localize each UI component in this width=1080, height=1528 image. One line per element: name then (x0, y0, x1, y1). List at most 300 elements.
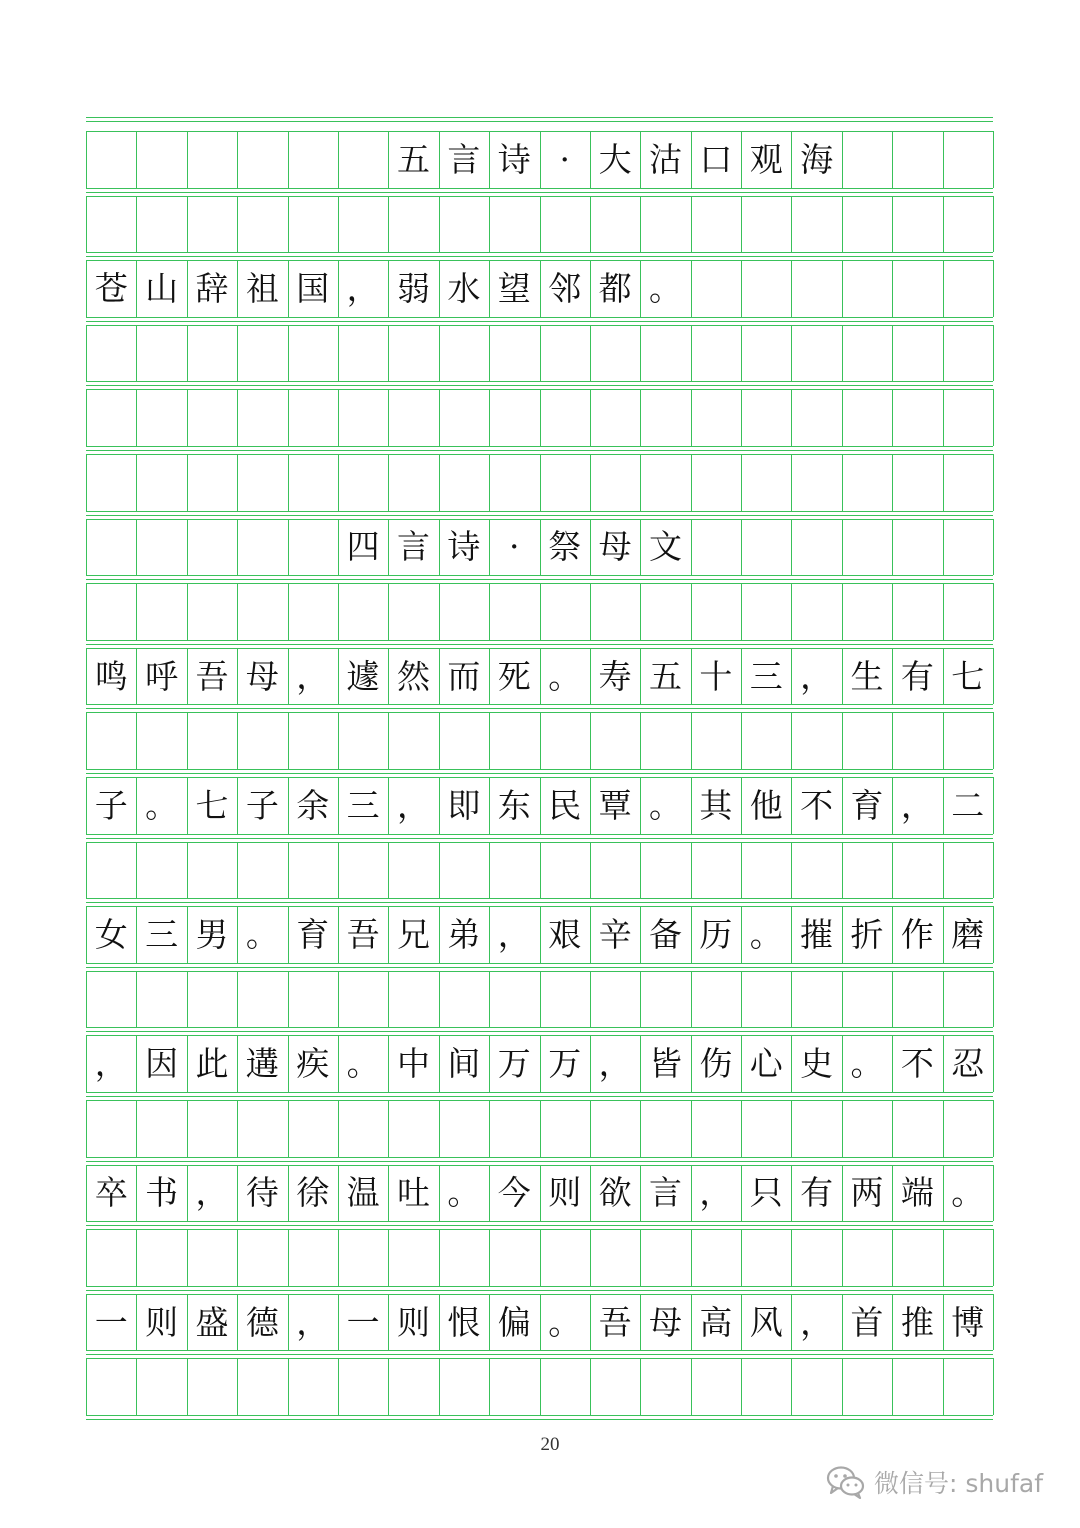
grid-character: 摧 (800, 914, 834, 954)
grid-rule (187, 842, 188, 899)
grid-rule (86, 1161, 993, 1162)
grid-character: 吾 (195, 656, 229, 696)
grid-rule (943, 131, 944, 188)
grid-rule (136, 1100, 137, 1157)
grid-character: 四 (346, 527, 380, 567)
grid-rule (842, 1229, 843, 1286)
grid-rule (489, 971, 490, 1028)
grid-rule (842, 454, 843, 511)
grid-rule (993, 519, 994, 576)
grid-rule (439, 1100, 440, 1157)
grid-character: 十 (699, 656, 733, 696)
grid-rule (388, 842, 389, 899)
grid-rule (86, 519, 87, 576)
grid-rule (489, 454, 490, 511)
grid-rule (187, 325, 188, 382)
grid-rule (741, 389, 742, 446)
grid-rule (86, 963, 993, 964)
grid-character: 苍 (94, 268, 128, 308)
grid-rule (187, 583, 188, 640)
grid-rule (993, 389, 994, 446)
grid-rule (338, 1100, 339, 1157)
grid-rule (993, 325, 994, 382)
grid-rule (388, 971, 389, 1028)
grid-rule (338, 1358, 339, 1415)
grid-rule (187, 971, 188, 1028)
grid-rule (842, 389, 843, 446)
grid-character: 观 (749, 139, 783, 179)
grid-character: 。 (245, 914, 279, 954)
grid-rule (842, 1100, 843, 1157)
grid-rule (892, 712, 893, 769)
grid-rule (791, 971, 792, 1028)
grid-rule (741, 196, 742, 253)
grid-rule (136, 1358, 137, 1415)
grid-rule (590, 1358, 591, 1415)
grid-character: 而 (447, 656, 481, 696)
grid-character: 。 (145, 785, 179, 825)
grid-rule (187, 1358, 188, 1415)
grid-rule (86, 1286, 993, 1287)
grid-rule (237, 1229, 238, 1286)
grid-rule (288, 1100, 289, 1157)
grid-character: 辞 (195, 268, 229, 308)
grid-rule (892, 1229, 893, 1286)
grid-character: 文 (648, 527, 682, 567)
grid-character: 折 (850, 914, 884, 954)
grid-rule (288, 454, 289, 511)
grid-rule (691, 1100, 692, 1157)
grid-rule (288, 1358, 289, 1415)
grid-rule (791, 196, 792, 253)
grid-rule (338, 842, 339, 899)
grid-rule (338, 131, 339, 188)
grid-rule (86, 640, 993, 641)
grid-character: ， (800, 1302, 834, 1342)
grid-character: 。 (648, 268, 682, 308)
grid-character: 书 (145, 1173, 179, 1213)
grid-rule (338, 389, 339, 446)
grid-rule (338, 454, 339, 511)
grid-rule (640, 1358, 641, 1415)
grid-character: 有 (900, 656, 934, 696)
grid-character: 国 (296, 268, 330, 308)
grid-rule (842, 131, 843, 188)
grid-rule (288, 842, 289, 899)
grid-character: 育 (850, 785, 884, 825)
grid-rule (86, 1419, 993, 1420)
grid-rule (86, 575, 993, 576)
grid-character: 母 (598, 527, 632, 567)
grid-character: 死 (497, 656, 531, 696)
grid-character: 遘 (245, 1044, 279, 1084)
grid-rule (943, 196, 944, 253)
grid-rule (993, 648, 994, 705)
grid-character: 偏 (497, 1302, 531, 1342)
grid-rule (791, 389, 792, 446)
grid-rule (439, 1229, 440, 1286)
grid-character: 一 (94, 1302, 128, 1342)
grid-rule (86, 704, 993, 705)
grid-rule (943, 1358, 944, 1415)
grid-character: 呼 (145, 656, 179, 696)
grid-rule (691, 454, 692, 511)
grid-rule (842, 712, 843, 769)
grid-rule (489, 1358, 490, 1415)
grid-rule (388, 1100, 389, 1157)
grid-rule (489, 842, 490, 899)
grid-rule (691, 583, 692, 640)
grid-rule (288, 971, 289, 1028)
grid-rule (86, 1031, 993, 1032)
grid-rule (86, 583, 87, 640)
grid-rule (892, 842, 893, 899)
grid-character: 望 (497, 268, 531, 308)
grid-rule (86, 317, 993, 318)
grid-rule (590, 454, 591, 511)
grid-rule (86, 381, 993, 382)
grid-rule (439, 454, 440, 511)
grid-rule (540, 1100, 541, 1157)
grid-character: 推 (900, 1302, 934, 1342)
grid-rule (136, 583, 137, 640)
grid-rule (993, 454, 994, 511)
grid-rule (691, 1229, 692, 1286)
grid-rule (187, 131, 188, 188)
grid-rule (86, 1354, 993, 1355)
grid-character: 吾 (598, 1302, 632, 1342)
grid-character: 三 (346, 785, 380, 825)
grid-rule (892, 971, 893, 1028)
grid-character: 五 (648, 656, 682, 696)
grid-rule (943, 842, 944, 899)
grid-rule (842, 196, 843, 253)
grid-rule (943, 325, 944, 382)
grid-rule (136, 454, 137, 511)
grid-character: 磨 (951, 914, 985, 954)
grid-rule (136, 325, 137, 382)
grid-rule (791, 1358, 792, 1415)
grid-rule (842, 1358, 843, 1415)
grid-rule (741, 583, 742, 640)
grid-rule (338, 583, 339, 640)
grid-rule (590, 196, 591, 253)
grid-rule (590, 325, 591, 382)
grid-rule (86, 117, 993, 118)
grid-rule (791, 325, 792, 382)
grid-rule (288, 712, 289, 769)
grid-rule (993, 906, 994, 963)
grid-rule (237, 131, 238, 188)
grid-rule (439, 583, 440, 640)
grid-rule (237, 519, 238, 576)
grid-rule (489, 389, 490, 446)
grid-rule (640, 1100, 641, 1157)
grid-rule (540, 454, 541, 511)
grid-rule (892, 325, 893, 382)
grid-character: 盛 (195, 1302, 229, 1342)
grid-rule (86, 1225, 993, 1226)
grid-rule (86, 1092, 993, 1093)
grid-rule (489, 583, 490, 640)
grid-rule (640, 196, 641, 253)
grid-rule (691, 712, 692, 769)
grid-rule (86, 1350, 993, 1351)
grid-rule (691, 260, 692, 317)
grid-character: 大 (598, 139, 632, 179)
grid-rule (791, 519, 792, 576)
grid-character: 邻 (548, 268, 582, 308)
grid-rule (791, 712, 792, 769)
grid-rule (993, 1358, 994, 1415)
grid-character: 今 (497, 1173, 531, 1213)
grid-character: 万 (497, 1044, 531, 1084)
grid-character: 海 (800, 139, 834, 179)
grid-rule (741, 712, 742, 769)
grid-character: 万 (548, 1044, 582, 1084)
grid-rule (86, 252, 993, 253)
grid-character: 只 (749, 1173, 783, 1213)
grid-rule (741, 260, 742, 317)
grid-rule (288, 325, 289, 382)
grid-rule (86, 1229, 87, 1286)
grid-character: ， (497, 914, 531, 954)
grid-character: 其 (699, 785, 733, 825)
grid-rule (439, 712, 440, 769)
grid-rule (791, 260, 792, 317)
grid-character: 遽 (346, 656, 380, 696)
grid-rule (540, 971, 541, 1028)
grid-rule (943, 712, 944, 769)
grid-character: ， (397, 785, 431, 825)
grid-character: 言 (397, 527, 431, 567)
grid-character: ， (296, 656, 330, 696)
grid-rule (993, 1165, 994, 1222)
grid-character: 覃 (598, 785, 632, 825)
grid-character: 吐 (397, 1173, 431, 1213)
grid-rule (691, 842, 692, 899)
grid-rule (993, 1100, 994, 1157)
grid-rule (791, 1100, 792, 1157)
grid-rule (741, 971, 742, 1028)
grid-character: 祖 (245, 268, 279, 308)
grid-character: 因 (145, 1044, 179, 1084)
watermark (826, 1462, 1066, 1502)
grid-rule (590, 842, 591, 899)
grid-rule (338, 712, 339, 769)
grid-rule (791, 454, 792, 511)
grid-rule (439, 389, 440, 446)
grid-character: 首 (850, 1302, 884, 1342)
grid-character: 都 (598, 268, 632, 308)
grid-rule (136, 196, 137, 253)
grid-rule (187, 389, 188, 446)
grid-rule (86, 256, 993, 257)
grid-rule (892, 260, 893, 317)
grid-rule (237, 583, 238, 640)
grid-character: 母 (245, 656, 279, 696)
grid-rule (741, 1100, 742, 1157)
grid-rule (691, 389, 692, 446)
grid-character: 水 (447, 268, 481, 308)
grid-rule (86, 515, 993, 516)
grid-rule (892, 1358, 893, 1415)
grid-rule (136, 971, 137, 1028)
grid-rule (86, 511, 993, 512)
grid-rule (993, 1229, 994, 1286)
grid-rule (590, 712, 591, 769)
grid-character: 他 (749, 785, 783, 825)
grid-rule (741, 325, 742, 382)
grid-character: 艰 (548, 914, 582, 954)
grid-rule (288, 1229, 289, 1286)
grid-rule (136, 389, 137, 446)
grid-rule (489, 325, 490, 382)
grid-character: 育 (296, 914, 330, 954)
grid-rule (86, 454, 87, 511)
grid-character: ， (598, 1044, 632, 1084)
grid-rule (388, 1229, 389, 1286)
grid-rule (86, 834, 993, 835)
grid-rule (892, 519, 893, 576)
grid-rule (892, 583, 893, 640)
grid-rule (86, 579, 993, 580)
grid-character: · (559, 139, 570, 179)
grid-rule (136, 519, 137, 576)
grid-character: 。 (346, 1044, 380, 1084)
grid-rule (540, 325, 541, 382)
grid-character: 言 (447, 139, 481, 179)
grid-rule (86, 1221, 993, 1222)
grid-rule (388, 389, 389, 446)
watermark-text: 微信号: shufaf (874, 1469, 1044, 1498)
grid-character: 诗 (497, 139, 531, 179)
grid-rule (86, 1100, 87, 1157)
grid-character: 不 (800, 785, 834, 825)
grid-character: 。 (447, 1173, 481, 1213)
grid-rule (187, 454, 188, 511)
grid-rule (338, 196, 339, 253)
grid-rule (288, 131, 289, 188)
grid-character: 辛 (598, 914, 632, 954)
wechat-icon (826, 1465, 866, 1499)
grid-rule (439, 971, 440, 1028)
grid-rule (86, 842, 87, 899)
grid-rule (892, 389, 893, 446)
grid-rule (439, 325, 440, 382)
grid-rule (691, 325, 692, 382)
grid-rule (136, 1229, 137, 1286)
grid-rule (237, 712, 238, 769)
grid-character: ， (195, 1173, 229, 1213)
grid-character: 高 (699, 1302, 733, 1342)
grid-rule (993, 583, 994, 640)
grid-rule (540, 389, 541, 446)
grid-rule (86, 450, 993, 451)
grid-character: 有 (800, 1173, 834, 1213)
grid-character: 不 (900, 1044, 934, 1084)
grid-rule (943, 519, 944, 576)
grid-character: 寿 (598, 656, 632, 696)
grid-rule (993, 1035, 994, 1092)
grid-rule (741, 454, 742, 511)
grid-rule (640, 971, 641, 1028)
grid-rule (892, 454, 893, 511)
grid-rule (237, 971, 238, 1028)
grid-rule (237, 842, 238, 899)
grid-rule (288, 519, 289, 576)
grid-rule (86, 192, 993, 193)
grid-rule (540, 1229, 541, 1286)
grid-rule (590, 1100, 591, 1157)
grid-rule (86, 967, 993, 968)
grid-character: 。 (648, 785, 682, 825)
grid-rule (237, 1358, 238, 1415)
grid-rule (237, 196, 238, 253)
grid-character: 欲 (598, 1173, 632, 1213)
grid-rule (691, 519, 692, 576)
grid-character: 山 (145, 268, 179, 308)
grid-character: 。 (548, 656, 582, 696)
grid-rule (237, 454, 238, 511)
grid-rule (388, 1358, 389, 1415)
grid-character: 东 (497, 785, 531, 825)
grid-rule (791, 1229, 792, 1286)
grid-character: 民 (548, 785, 582, 825)
grid-rule (187, 1229, 188, 1286)
grid-rule (943, 1229, 944, 1286)
grid-rule (943, 971, 944, 1028)
grid-character: 待 (245, 1173, 279, 1213)
grid-character: ， (346, 268, 380, 308)
grid-rule (892, 196, 893, 253)
grid-rule (691, 1358, 692, 1415)
grid-character: 此 (195, 1044, 229, 1084)
grid-rule (439, 1358, 440, 1415)
grid-character: ， (699, 1173, 733, 1213)
grid-character: 徐 (296, 1173, 330, 1213)
grid-character: 博 (951, 1302, 985, 1342)
page-number: 20 (540, 1434, 560, 1455)
grid-character: 两 (850, 1173, 884, 1213)
grid-rule (993, 196, 994, 253)
grid-rule (590, 583, 591, 640)
grid-rule (439, 196, 440, 253)
grid-character: 忍 (951, 1044, 985, 1084)
grid-character: 恨 (447, 1302, 481, 1342)
grid-rule (842, 260, 843, 317)
grid-character: 史 (800, 1044, 834, 1084)
grid-rule (590, 1229, 591, 1286)
grid-rule (741, 842, 742, 899)
grid-rule (388, 712, 389, 769)
grid-rule (842, 971, 843, 1028)
grid-character: 祭 (548, 527, 582, 567)
grid-rule (741, 519, 742, 576)
grid-rule (489, 1229, 490, 1286)
grid-rule (288, 196, 289, 253)
grid-character: 口 (699, 139, 733, 179)
grid-character: 中 (397, 1044, 431, 1084)
grid-rule (540, 196, 541, 253)
grid-rule (943, 389, 944, 446)
grid-character: 间 (447, 1044, 481, 1084)
grid-rule (892, 1100, 893, 1157)
grid-rule (691, 196, 692, 253)
grid-rule (640, 325, 641, 382)
grid-rule (842, 519, 843, 576)
grid-rule (791, 842, 792, 899)
